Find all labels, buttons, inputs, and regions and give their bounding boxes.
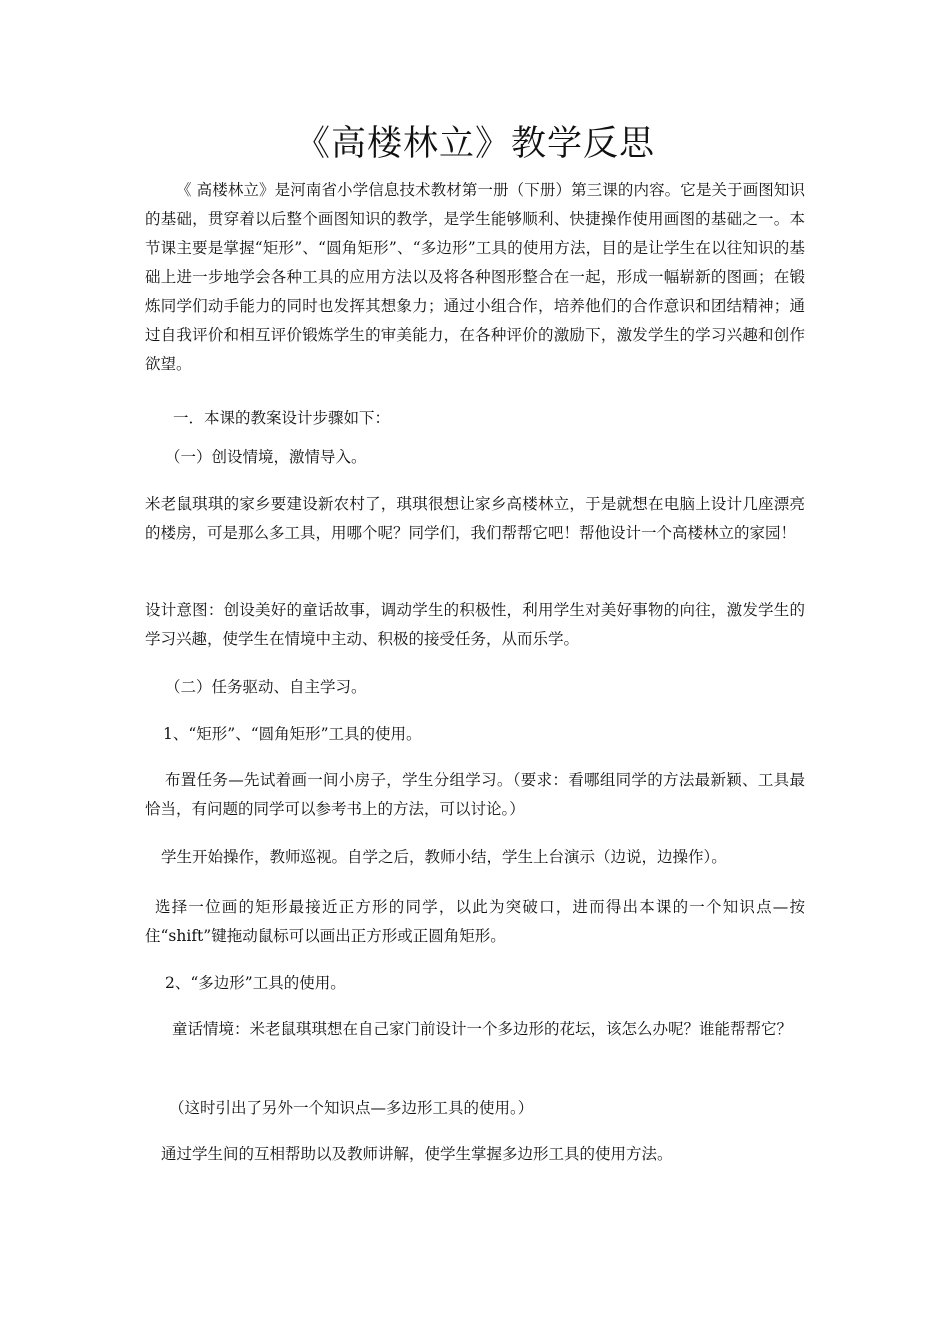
fairy-tale-scenario-paragraph: 童话情境：米老鼠琪琪想在自己家门前设计一个多边形的花坛，该怎么办呢？谁能帮帮它？ [172,1020,793,1038]
task-paragraph: 布置任务—先试着画一间小房子，学生分组学习。（要求：看哪组同学的方法最新颖、工具最恰当，有问题的同学可以参考书上的方法，可以讨论。） [145,771,805,818]
practice-paragraph: 学生开始操作，教师巡视。自学之后，教师小结，学生上台演示（边说，边操作）。 [161,848,727,866]
shift-key-paragraph: 选择一位画的矩形最接近正方形的同学，以此为突破口，进而得出本课的一个知识点—按住“shift”键拖动鼠标可以画出正方形或正圆角矩形。 [145,898,805,945]
intro-paragraph: 《 高楼林立》是河南省小学信息技术教材第一册（下册）第三课的内容。它是关于画图知识的基础，贯穿着以后整个画图知识的教学，是学生能够顺利、快捷操作使用画图的基础之一。本节课主要是掌握“矩形”、“圆角矩形”、“多边形”工具的使用方法，目的是让学生在以往知识的基础上进一步地学会各种工具的应用方法以及将各种图形整合在一起，形成一幅崭新的图画；在锻炼同学们动手能力的同时也发挥其想象力；通过小组合作，培养他们的合作意识和团结精神；通过自我评价和相互评价锻炼学生的审美能力，在各种评价的激励下，激发学生的学习兴趣和创作欲望。 [145,181,805,373]
conclusion-paragraph: 通过学生间的互相帮助以及教师讲解，使学生掌握多边形工具的使用方法。 [161,1145,673,1163]
subsection-heading-2: （二）任务驱动、自主学习。 [165,678,367,696]
subsection-heading-1: （一）创设情境，激情导入。 [165,448,367,466]
item-heading-rectangle-tools: 1、“矩形”、“圆角矩形”工具的使用。 [163,725,422,743]
story-paragraph: 米老鼠琪琪的家乡要建设新农村了，琪琪很想让家乡高楼林立，于是就想在电脑上设计几座漂亮的楼房，可是那么多工具，用哪个呢？同学们，我们帮帮它吧！帮他设计一个高楼林立的家园！ [145,495,805,542]
design-intent-paragraph: 设计意图：创设美好的童话故事，调动学生的积极性，利用学生对美好事物的向往，激发学生的学习兴趣，使学生在情境中主动、积极的接受任务，从而乐学。 [145,601,805,648]
item-heading-polygon-tool: 2、“多边形”工具的使用。 [165,974,346,992]
section-heading-lesson-plan: 一．本课的教案设计步骤如下： [173,409,391,427]
document-title: 《高楼林立》教学反思 [294,124,655,164]
knowledge-point-paragraph: （这时引出了另外一个知识点—多边形工具的使用。） [169,1099,534,1117]
